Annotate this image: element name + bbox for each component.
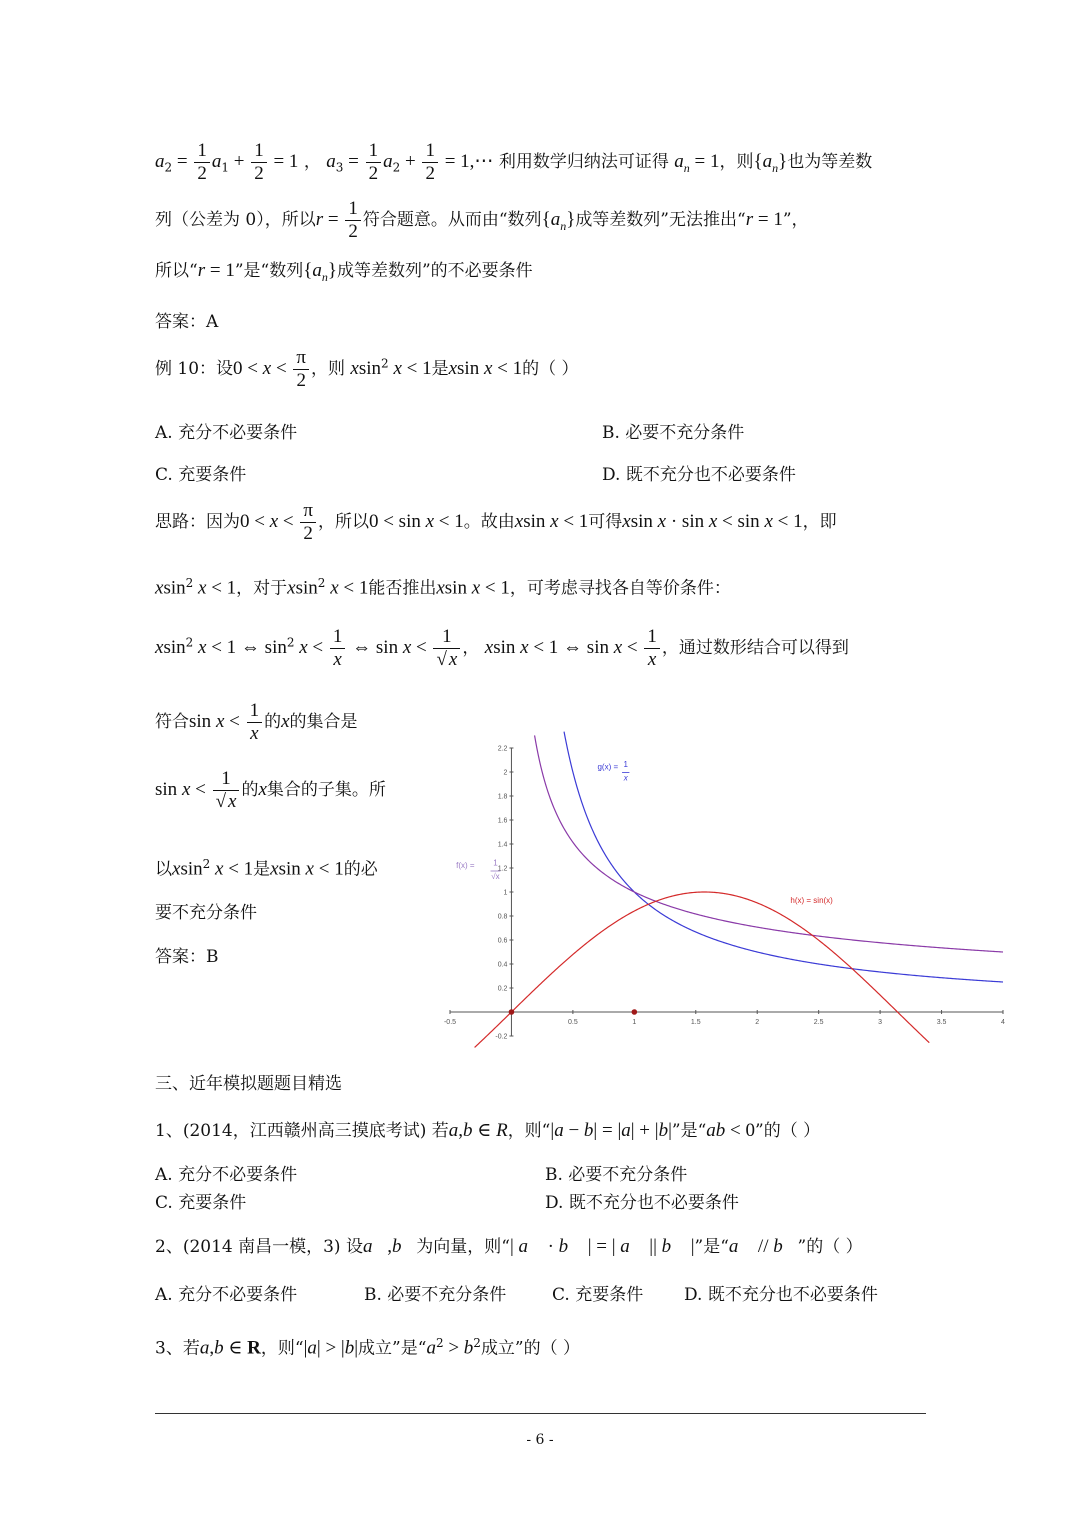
label-g-num: 1 [623,760,628,770]
y-tick-label: 1 [503,889,508,897]
x-tick-label: 0.5 [568,1019,578,1026]
line-1: $a_2$ = $\frac{1}{2}$ $a_1$ + $\frac{1}{2}$ = 1 ， $a_3$ = $\frac{1}{2}$ $a_2$ + $\frac{1}{2}$ = 1,⋯ 利用数学归纳法可证得 $a_n = 1$，则$\{a_n\}$也为等差数 [155,140,873,184]
y-tick-label: 2.2 [497,745,508,753]
page-number: - 6 - [526,1432,554,1448]
x-tick-label: -0.5 [443,1019,457,1026]
curves-group [475,732,1003,1048]
q2-option-a: A. 充分不必要条件 [155,1285,298,1305]
y-tick-label: 2 [503,769,508,777]
question-2: 2、(2014 南昌一模，3) 设a⃗,b⃗为向量，则“| a⃗ · b⃗ | = | a⃗ || b⃗ |”是“a⃗ // b⃗”的（ ） [155,1236,863,1257]
line-3: 所以“r = 1”是“数列$\{a_n\}$成等差数列”的不必要条件 [155,260,533,284]
y-tick-label: 1.4 [497,841,508,849]
idea-line-6: 以xsin$^2$ x < 1是xsin x < 1的必 [155,857,378,880]
x-tick-label: 1 [632,1019,637,1026]
idea-line-2: xsin$^2$ x < 1，对于xsin$^2$ x < 1能否推出xsin x < 1，可考虑寻找各自等价条件： [155,576,731,599]
x-tick-label: 1.5 [690,1019,701,1026]
ex10-option-a: A. 充分不必要条件 [155,423,298,443]
y-tick-label: 1.6 [497,817,508,825]
ex10-option-d: D. 既不充分也不必要条件 [602,465,796,485]
y-tick-label: 1.8 [497,793,508,801]
q1-option-a: A. 充分不必要条件 [155,1165,298,1185]
q2-option-c: C. 充要条件 [552,1285,644,1305]
y-tick-label: 0.8 [497,913,508,921]
marked-point [509,1009,515,1015]
q1-option-d: D. 既不充分也不必要条件 [545,1193,739,1213]
idea-line-1: 思路：因为0 < x < $\frac{\pi}{2}$ ，所以0 < sin x < 1。故由xsin x < 1可得xsin x · sin x < sin x < 1，即 [155,500,837,544]
q1-option-c: C. 充要条件 [155,1193,247,1213]
label-g-den: x [623,773,628,783]
labels-group [456,760,833,905]
y-tick-label: 0.4 [497,961,508,969]
question-1: 1、(2014，江西赣州高三摸底考试) 若a,b ∈ R，则“|a − b| = |a| + |b|”是“ab < 0”的（ ） [155,1120,821,1141]
answer-b: 答案：B [155,947,219,967]
ex10-option-c: C. 充要条件 [155,465,247,485]
section-3-title: 三、近年模拟题题目精选 [155,1074,342,1094]
example-10: 例 10：设0 < x < $\frac{\pi}{2}$ ，则 xsin$^2$ x < 1是xsin x < 1的（ ） [155,347,579,391]
marked-point [632,1009,638,1015]
question-3: 3、若a,b ∈ R，则“|a| > |b|成立”是“$a^2 > b^2$成立”的（ ） [155,1336,581,1359]
label-h: h(x) = sin(x) [790,895,833,905]
y-tick-label: 0.6 [497,937,508,945]
idea-line-5: sin x < $\frac{1}{√ x}$ 的x集合的子集。所 [155,768,386,812]
q2-option-b: B. 必要不充分条件 [364,1285,507,1305]
idea-line-3: xsin$^2$ x < 1 ⇔ $\sin^2 x$ < $\frac{1}{x}$ ⇔ sin x < $\frac{1}{√ x}$ ， xsin x < 1 ⇔ sin x < $\frac{1}{x}$ ，通过数形结合可以得到 [155,626,849,670]
y-tick-label: -0.2 [495,1033,508,1041]
q1-option-b: B. 必要不充分条件 [545,1165,688,1185]
x-tick-label: 3 [878,1019,883,1026]
label-f: f(x) = [456,861,475,870]
line-2: 列（公差为 0），所以r = $\frac{1}{2}$ 符合题意。从而由“数列$\{a_n\}$成等差数列”无法推出“r = 1”， [155,198,809,242]
function-graph [440,728,1010,1053]
x-tick-label: 3.5 [936,1019,947,1026]
y-tick-label: 0.2 [497,985,508,993]
x-tick-label: 2 [755,1019,760,1026]
label-f-den: √x [491,871,500,881]
y-tick-label: 1.2 [497,865,508,873]
answer-a: 答案：A [155,312,219,332]
q2-option-d: D. 既不充分也不必要条件 [684,1285,878,1305]
x-tick-label: 4 [1001,1019,1005,1026]
x-tick-label: 2.5 [813,1019,824,1026]
curve-g-1-over-x [564,732,1003,982]
footer-divider [155,1413,926,1414]
label-f-num: 1 [493,858,498,868]
label-g: g(x) = [597,762,619,772]
ex10-option-b: B. 必要不充分条件 [602,423,745,443]
idea-line-7: 要不充分条件 [155,903,257,923]
idea-line-4: 符合sin x < $\frac{1}{x}$ 的x的集合是 [155,700,358,744]
